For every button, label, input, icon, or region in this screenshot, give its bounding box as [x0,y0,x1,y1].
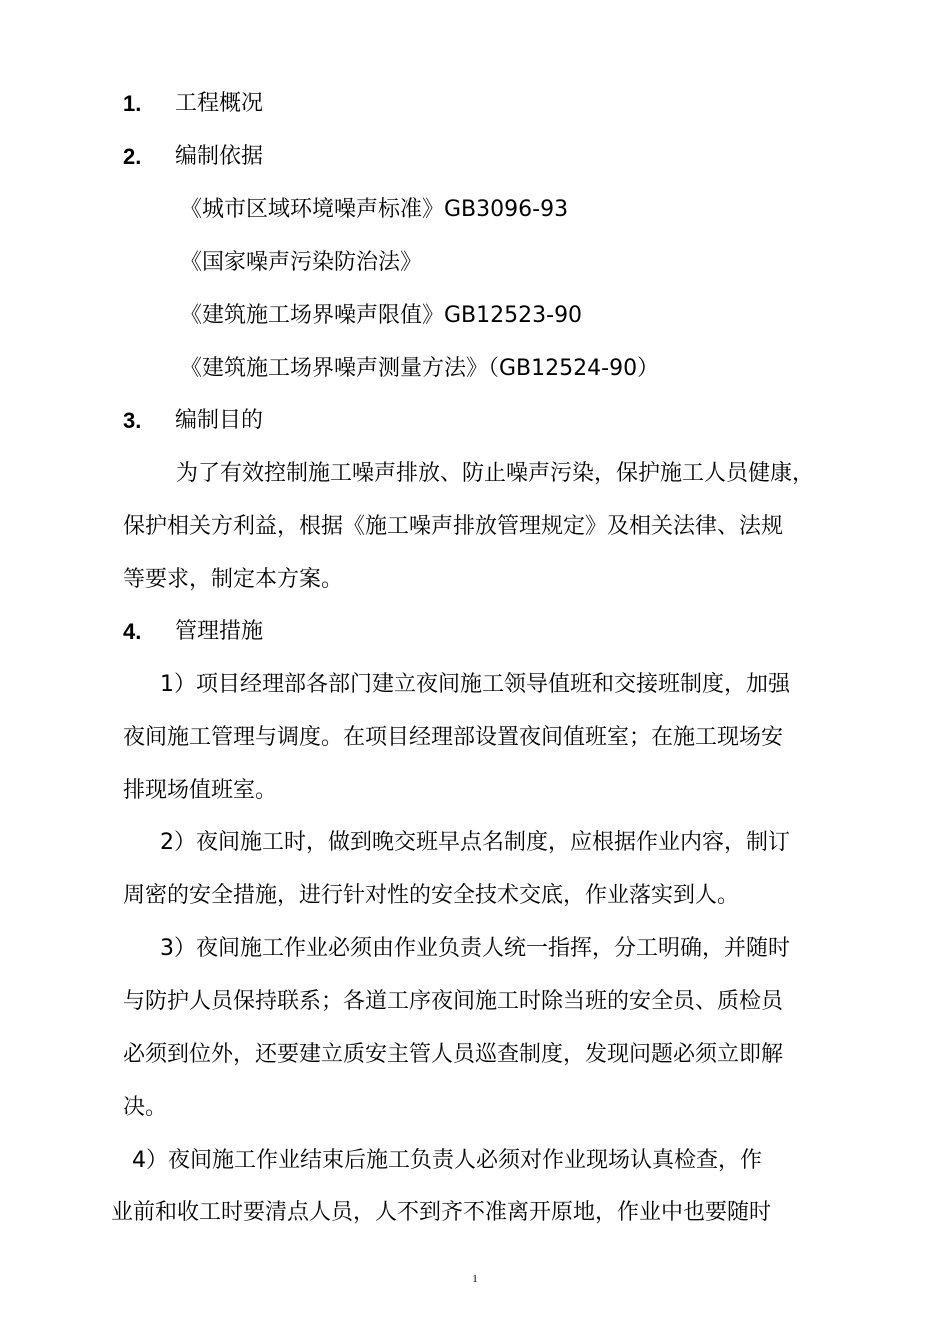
paragraph-line: 周密的安全措施，进行针对性的安全技术交底，作业落实到人。 [123,883,740,908]
paragraph-line: 2）夜间施工时，做到晚交班早点名制度，应根据作业内容，制订 [160,830,790,855]
paragraph-line: 与防护人员保持联系；各道工序夜间施工时除当班的安全员、质检员 [123,989,784,1014]
section-title: 编制目的 [175,408,264,433]
reference-item: 《建筑施工场界噪声限值》GB12523-90 [180,303,583,328]
paragraph-line: 夜间施工管理与调度。在项目经理部设置夜间值班室；在施工现场安 [123,725,784,750]
section-title: 工程概况 [175,91,264,116]
section-number: 3. [123,408,142,433]
reference-item: 《城市区域环境噪声标准》GB3096-93 [180,197,569,222]
paragraph-line: 3）夜间施工作业必须由作业负责人统一指挥，分工明确，并随时 [160,936,790,961]
paragraph-line: 保护相关方利益，根据《施工噪声排放管理规定》及相关法律、法规 [123,514,784,539]
paragraph-line: 为了有效控制施工噪声排放、防止噪声污染，保护施工人员健康， [176,461,815,486]
paragraph-line: 排现场值班室。 [123,778,278,803]
reference-item: 《国家噪声污染防治法》 [180,250,423,275]
paragraph-line: 必须到位外，还要建立质安主管人员巡查制度，发现问题必须立即解 [123,1042,784,1067]
reference-item: 《建筑施工场界噪声测量方法》（GB12524-90） [180,356,660,381]
paragraph-line: 1）项目经理部各部门建立夜间施工领导值班和交接班制度，加强 [160,672,790,697]
paragraph-line: 业前和收工时要清点人员，人不到齐不准离开原地，作业中也要随时 [111,1200,772,1225]
paragraph-line: 等要求，制定本方案。 [123,567,344,592]
paragraph-line: 4）夜间施工作业结束后施工负责人必须对作业现场认真检查，作 [132,1148,762,1173]
paragraph-line: 决。 [123,1095,168,1120]
page-number: 1 [472,1273,478,1285]
section-title: 编制依据 [175,144,264,169]
section-number: 1. [123,91,142,116]
section-title: 管理措施 [175,619,264,644]
section-number: 4. [123,619,142,644]
section-number: 2. [123,144,142,169]
